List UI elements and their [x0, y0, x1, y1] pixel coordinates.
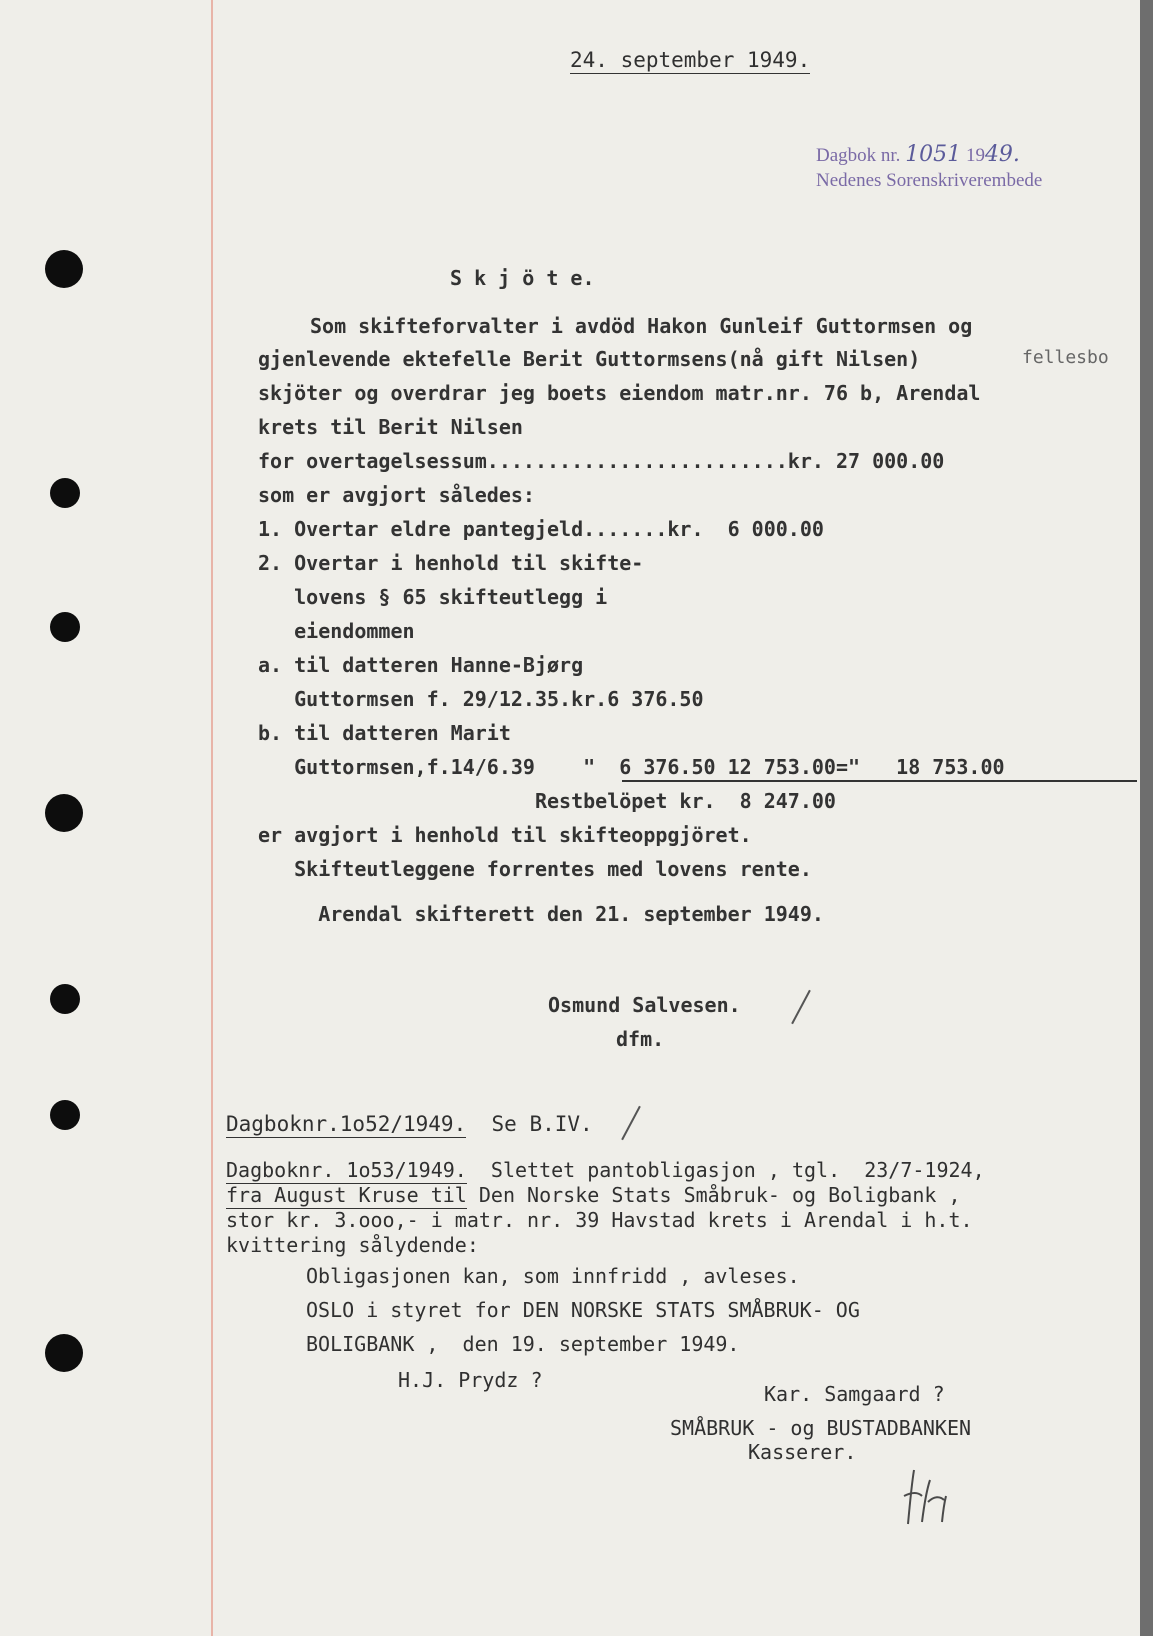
- deed-line: Guttormsen,f.14/6.39 " 6 376.50 12 753.00=" 18 753.00: [258, 755, 1005, 779]
- entry-1053-bank: SMÅBRUK - og BUSTADBANKEN: [670, 1416, 972, 1440]
- entry-1053-line1: [226, 1158, 985, 1182]
- stamp-year-hand: 49.: [984, 142, 1020, 167]
- journal-stamp-line2: Nedenes Sorenskriverembede: [816, 170, 1043, 191]
- sum-rule: [622, 780, 1137, 782]
- stamp-year-printed: 19: [965, 145, 985, 166]
- deed-line: skjöter og overdrar jeg boets eiendom matr.nr. 76 b, Arendal: [258, 381, 981, 405]
- deed-line: krets til Berit Nilsen: [258, 415, 523, 439]
- punch-hole: [45, 250, 83, 288]
- deed-line: Skifteutleggene forrentes med lovens rente.: [258, 857, 812, 881]
- entry-1052-ref: Dagboknr.1o52/1949.: [226, 1112, 467, 1136]
- date-header: 24. september 1949.: [570, 48, 811, 72]
- entry-1053-line4: kvittering sålydende:: [226, 1233, 479, 1257]
- deed-line: gjenlevende ektefelle Berit Guttormsens(nå gift Nilsen): [258, 347, 921, 371]
- deed-line: 2. Overtar i henhold til skifte-: [258, 551, 644, 575]
- deed-line: som er avgjort således:: [258, 483, 535, 507]
- entry-1053-quote2: OSLO i styret for DEN NORSKE STATS SMÅBRUK- OG: [306, 1298, 860, 1322]
- punch-hole: [45, 794, 83, 832]
- fellesbo-note: fellesbo: [1022, 347, 1109, 368]
- entry-1052: [226, 1112, 593, 1136]
- entry-1053-sig-right: Kar. Samgaard ?: [764, 1382, 945, 1406]
- entry-1053-line3: stor kr. 3.ooo,- i matr. nr. 39 Havstad krets i Arendal i h.t.: [226, 1208, 973, 1232]
- margin-line: [211, 0, 213, 1636]
- deed-line: 1. Overtar eldre pantegjeld.......kr. 6 000.00: [258, 517, 824, 541]
- signature-name: Osmund Salvesen.: [548, 993, 741, 1017]
- punch-hole: [50, 612, 80, 642]
- punch-hole: [50, 984, 80, 1014]
- punch-hole: [45, 1334, 83, 1372]
- stamp-prefix: Dagbok nr.: [816, 145, 901, 166]
- deed-line: a. til datteren Hanne-Bjørg: [258, 653, 584, 677]
- entry-1053-line2-underlined: fra August Kruse til: [226, 1183, 467, 1207]
- deed-line: eiendommen: [258, 619, 415, 643]
- entry-1053-line2-rest: Den Norske Stats Småbruk- og Boligbank ,: [478, 1183, 961, 1207]
- punch-hole: [50, 478, 80, 508]
- check-mark: [791, 990, 811, 1024]
- check-mark: [621, 1106, 641, 1140]
- signature-title: dfm.: [616, 1027, 665, 1051]
- entry-1052-text: Se B.IV.: [491, 1112, 593, 1136]
- deed-title: S k j ö t e.: [450, 266, 595, 290]
- deed-line: Arendal skifterett den 21. september 1949.: [258, 902, 824, 926]
- entry-1053-quote3: BOLIGBANK , den 19. september 1949.: [306, 1332, 740, 1356]
- stamp-number: 1051: [905, 142, 962, 167]
- journal-stamp-line1: [816, 142, 1020, 167]
- deed-line: for overtagelsessum.........................kr. 27 000.00: [258, 449, 945, 473]
- deed-line: Restbelöpet kr. 8 247.00: [258, 789, 836, 813]
- punch-hole: [50, 1100, 80, 1130]
- handwritten-initials-icon: [900, 1462, 950, 1532]
- entry-1053-line2: [226, 1183, 961, 1207]
- deed-line: Som skifteforvalter i avdöd Hakon Gunleif Guttormsen og: [310, 314, 973, 338]
- deed-line: Guttormsen f. 29/12.35.kr.6 376.50: [258, 687, 704, 711]
- entry-1053-sig-left: H.J. Prydz ?: [398, 1368, 543, 1392]
- deed-line: lovens § 65 skifteutlegg i: [258, 585, 608, 609]
- deed-line: er avgjort i henhold til skifteoppgjöret.: [258, 823, 752, 847]
- entry-1053-ref: Dagboknr. 1o53/1949.: [226, 1158, 467, 1182]
- deed-line: b. til datteren Marit: [258, 721, 511, 745]
- entry-1053-quote1: Obligasjonen kan, som innfridd , avleses.: [306, 1264, 800, 1288]
- entry-1053-role: Kasserer.: [748, 1440, 857, 1464]
- entry-1053-line1-rest: Slettet pantobligasjon , tgl. 23/7-1924,: [490, 1158, 985, 1182]
